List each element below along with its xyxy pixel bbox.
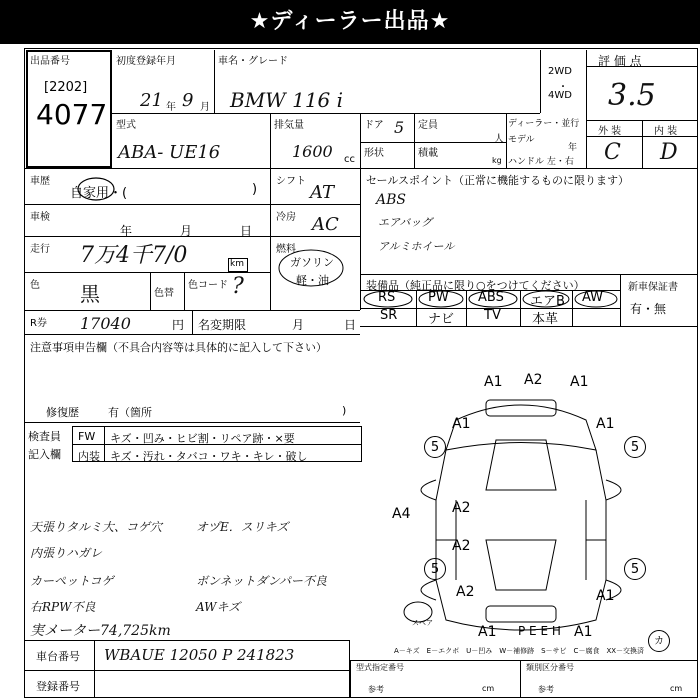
reg-label: 登録番号 [36, 680, 80, 693]
model-year-label: モデル [508, 135, 535, 145]
repair-label: 修復歴 [46, 406, 79, 419]
diag-bottom-4: カ [648, 630, 670, 652]
month-unit: 月 [200, 102, 210, 113]
capacity-label: 定員 [418, 120, 438, 131]
remark-right-1: オヅE．スリキズ [196, 520, 289, 534]
diag-left-3: A2 [452, 500, 471, 516]
interior-items: キズ・汚れ・タバコ・ワキ・キレ・破し [110, 450, 308, 463]
ac-value: AC [312, 214, 339, 235]
door-label: ドア [364, 120, 384, 131]
color-label: 色 [30, 280, 40, 291]
diag-side: A4 [392, 506, 411, 522]
mileage-label: 走行 [30, 244, 50, 255]
class-cm: cm [670, 684, 683, 693]
kg-unit: kg [492, 156, 502, 165]
diag-bottom-1: A1 [478, 624, 497, 640]
insp-day: 日 [240, 224, 253, 238]
fuel-gas: ガソリン [290, 256, 334, 269]
int-label: 内 装 [654, 126, 678, 137]
first-reg-year: 21 [140, 90, 163, 111]
remark-left-5: 実メーター74,725km [30, 623, 171, 639]
chassis-value: WBAUE 12050 P 241823 [104, 646, 295, 664]
new-warranty-label: 新車保証書 [628, 282, 678, 293]
diag-left-6: A2 [456, 584, 475, 600]
remark-left-2: 内張りハガレ [30, 546, 103, 560]
equip-pw: PW [428, 290, 449, 305]
lot-number: 4077 [36, 98, 108, 131]
form-label: 型式指定番号 [356, 663, 404, 672]
car-name: BMW 116 i [230, 88, 344, 112]
person-unit: 人 [494, 134, 504, 145]
handle-label: ハンドル 左・右 [508, 157, 574, 167]
model-type: ABA- UE16 [118, 142, 221, 163]
shift-value: AT [310, 182, 335, 203]
door-value: 5 [394, 118, 405, 137]
usage-close: ) [252, 182, 258, 197]
ac-label: 冷房 [276, 212, 296, 223]
yen-unit: 円 [172, 318, 185, 332]
diag-right-2: 5 [624, 436, 646, 458]
drive-4wd: 4WD [548, 90, 572, 101]
equip-abs: ABS [478, 290, 504, 305]
repair-value: 有（箇所 [108, 406, 152, 419]
remark-right-2: ボンネットダンパー不良 [196, 574, 327, 588]
fuel-diesel: 軽・油 [296, 274, 329, 287]
first-reg-month: 9 [182, 90, 194, 111]
fw-label: FW [78, 430, 96, 443]
shape-label: 形状 [364, 148, 384, 159]
remark-left-3: カーペットコゲ [30, 574, 114, 588]
diag-right-1: A1 [596, 416, 615, 432]
equip-circle-marks [360, 290, 620, 308]
ext-label: 外 装 [598, 126, 622, 137]
diag-bottom-2: P E E H [518, 624, 561, 638]
diag-left-4: A2 [452, 538, 471, 554]
ext-grade: C [604, 140, 621, 165]
form-ref: 参考 [368, 685, 384, 694]
insp-year: 年 [120, 224, 133, 238]
displacement: 1600 [292, 142, 333, 161]
fuel-label: 燃料 [276, 244, 296, 255]
remark-left-4: 右RPW不良 [30, 600, 96, 614]
name-change-month: 月 [292, 318, 305, 332]
equip-aw: AW [582, 290, 604, 305]
equipment-label: 装備品（純正品に限り○をつけてください） [366, 279, 585, 292]
shift-label: シフト [276, 176, 306, 187]
equip-rs: RS [378, 290, 396, 305]
dealer-label: ディーラー・並行 [508, 119, 580, 129]
color-change-label: 色替 [154, 288, 174, 299]
diag-spare: スペア [412, 619, 433, 627]
first-reg-label: 初度登録年月 [116, 56, 176, 67]
diag-top-1: A1 [484, 374, 503, 390]
class-ref: 参考 [538, 685, 554, 694]
type-label: 型式 [116, 120, 136, 131]
sales-point-1: ABS [376, 192, 406, 208]
color-code-label: 色コード [188, 280, 228, 291]
year-label: 年 [568, 143, 578, 153]
color-value: 黒 [80, 282, 100, 306]
lot-no-label: 出品番号 [30, 56, 70, 67]
usage-circle-mark [76, 176, 116, 202]
lot-no-bracket: [2202] [44, 80, 88, 95]
load-label: 積載 [418, 148, 438, 159]
repair-close: ) [342, 404, 347, 417]
year-unit: 年 [166, 102, 176, 113]
mileage-value: 7万4千7/0 [80, 243, 188, 268]
class-label: 類別区分番号 [526, 663, 574, 672]
remark-left-1: 天張りタルミ大、コゲ穴 [30, 520, 163, 534]
equip-sr: SR [380, 308, 398, 323]
diag-right-3: 5 [624, 558, 646, 580]
color-code-value: ? [232, 274, 244, 299]
diag-bottom-3: A1 [574, 624, 593, 640]
recycle-value: 17040 [80, 314, 131, 333]
diag-left-5: 5 [424, 558, 446, 580]
sales-label: セールスポイント（正常に機能するものに限ります） [366, 174, 630, 187]
car-name-label: 車名・グレード [218, 56, 288, 67]
inspection-label: 車検 [30, 212, 50, 223]
form-cm: cm [482, 684, 495, 693]
usage-value: 自家用・( [70, 186, 128, 201]
sales-point-3: アルミホイール [378, 240, 455, 253]
insp-month: 月 [180, 224, 193, 238]
score-value: 3.5 [608, 78, 656, 113]
entry-label: 記入欄 [28, 448, 61, 461]
warranty-value: 有・無 [630, 302, 667, 316]
remark-right-3: AWキズ [196, 600, 241, 614]
inspector-label: 検査員 [28, 430, 61, 443]
diag-left-1: A1 [452, 416, 471, 432]
int-grade: D [660, 140, 678, 165]
cc-unit: cc [344, 154, 355, 165]
usage-label: 車歴 [30, 176, 50, 187]
recycle-label: R券 [30, 318, 47, 329]
displacement-label: 排気量 [274, 120, 304, 131]
page-title: ★ディーラー出品★ [0, 0, 700, 44]
name-change-day: 日 [344, 318, 357, 332]
diag-right-4: A1 [596, 588, 615, 604]
chassis-label: 車台番号 [36, 650, 80, 663]
notes-label: 注意事項申告欄（不具合内容等は具体的に記入して下さい） [30, 341, 327, 354]
interior-label: 内装 [78, 450, 100, 463]
equip-airbag: エアB [530, 294, 565, 309]
drive-sep: ・ [558, 82, 568, 93]
name-change-label: 名変期限 [198, 318, 247, 332]
fuel-circle-mark [276, 246, 346, 290]
drive-2wd: 2WD [548, 66, 572, 77]
equip-leather: 本革 [532, 312, 559, 327]
diag-legend: A－キズ E－エクボ U－凹み W－補修跡 S－サビ C－腐食 XX－交換済 [394, 647, 645, 655]
diag-top-3: A1 [570, 374, 589, 390]
diag-left-2: 5 [424, 436, 446, 458]
sales-point-2: エアバッグ [378, 216, 433, 229]
equip-navi: ナビ [428, 312, 455, 327]
score-label: 評 価 点 [598, 54, 642, 68]
diag-top-2: A2 [524, 372, 543, 388]
km-unit: km [230, 259, 244, 269]
equip-tv: TV [484, 308, 501, 323]
fw-items: キズ・凹み・ヒビ割・リペア跡・×要 [110, 432, 295, 445]
